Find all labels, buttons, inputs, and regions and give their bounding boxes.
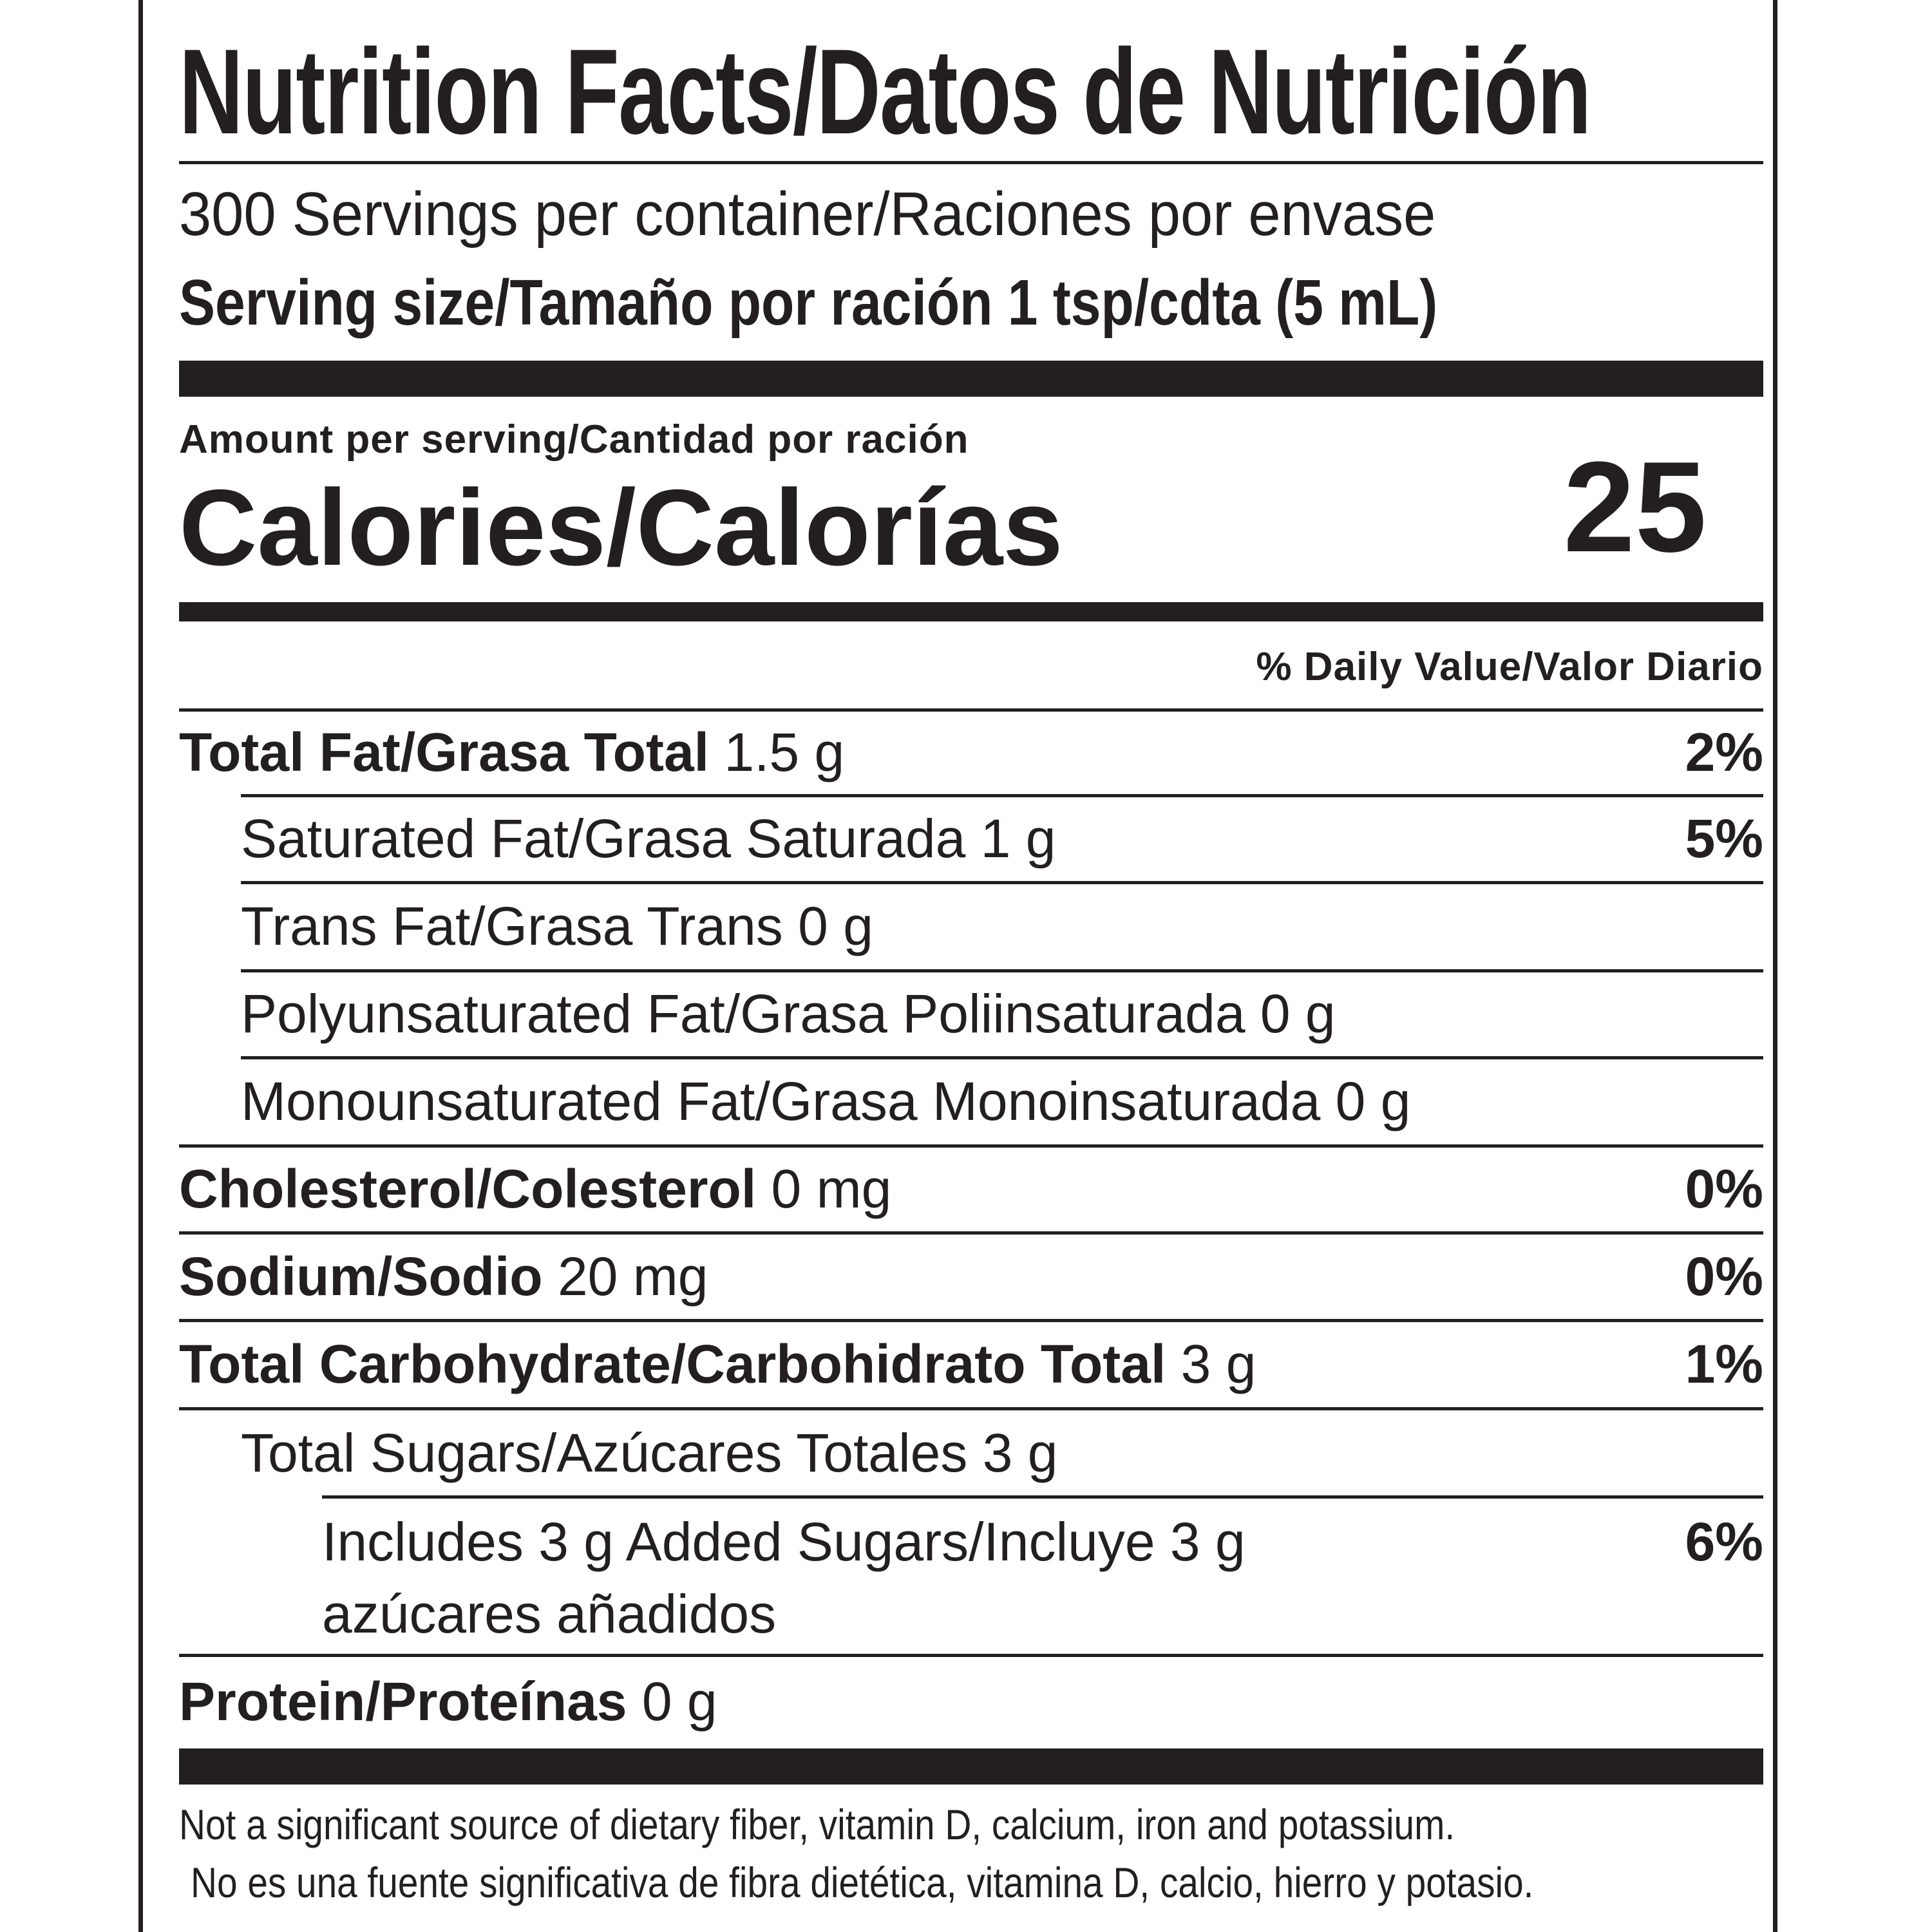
divider bbox=[241, 881, 1763, 884]
nutrient-row-total-sugars bbox=[241, 1423, 1763, 1483]
nutrient-daily-value: 5% bbox=[1685, 808, 1763, 869]
nutrient-row-saturated-fat bbox=[241, 808, 1763, 869]
nutrient-row-total-carbohydrate bbox=[179, 1334, 1763, 1394]
nutrient-row-monounsaturated-fat bbox=[241, 1071, 1763, 1132]
nutrient-row-sodium bbox=[179, 1246, 1763, 1307]
nutrient-amount: 0 mg bbox=[756, 1159, 892, 1219]
nutrient-name: Cholesterol/Colesterol bbox=[179, 1159, 757, 1219]
nutrient-row-cholesterol bbox=[179, 1159, 1763, 1219]
divider bbox=[241, 1056, 1763, 1059]
divider bbox=[241, 794, 1763, 797]
nutrient-amount: 1.5 g bbox=[709, 722, 845, 782]
nutrient-name: Sodium/Sodio bbox=[179, 1246, 543, 1307]
nutrient-name: Saturated Fat/Grasa Saturada 1 g bbox=[241, 808, 1056, 869]
divider bbox=[179, 1407, 1763, 1410]
nutrient-amount: 3 g bbox=[1166, 1334, 1256, 1394]
nutrient-amount: 0 g bbox=[627, 1671, 717, 1732]
daily-value-header: % Daily Value/Valor Diario bbox=[1256, 645, 1763, 689]
medium-bar bbox=[179, 602, 1763, 621]
footnote-english: Not a significant source of dietary fiber, vitamin D, calcium, iron and potassium. bbox=[179, 1801, 1455, 1848]
servings-per-container: 300 Servings per container/Raciones por envase bbox=[179, 180, 1436, 249]
nutrient-name: Trans Fat/Grasa Trans 0 g bbox=[241, 896, 873, 956]
nutrient-row-total-fat bbox=[179, 722, 1763, 782]
title-divider bbox=[179, 161, 1763, 164]
nutrient-row-added-sugars bbox=[322, 1511, 1763, 1572]
divider bbox=[179, 1144, 1763, 1148]
nutrient-row-polyunsaturated-fat bbox=[241, 983, 1763, 1044]
nutrient-daily-value: 0% bbox=[1685, 1159, 1763, 1219]
nutrient-name-line1: Includes 3 g Added Sugars/Incluye 3 g bbox=[322, 1511, 1245, 1572]
nutrient-name: Total Fat/Grasa Total bbox=[179, 722, 710, 782]
divider bbox=[179, 1231, 1763, 1235]
divider bbox=[241, 969, 1763, 972]
nutrient-name: Total Sugars/Azúcares Totales 3 g bbox=[241, 1423, 1058, 1483]
divider bbox=[322, 1495, 1763, 1499]
label-title: Nutrition Facts/Datos de Nutrición bbox=[179, 24, 1591, 159]
nutrient-daily-value: 6% bbox=[1685, 1511, 1763, 1572]
calories-value: 25 bbox=[1563, 435, 1707, 579]
nutrient-name-line2: azúcares añadidos bbox=[322, 1584, 777, 1644]
thick-bar-top bbox=[179, 361, 1763, 397]
nutrient-name: Total Carbohydrate/Carbohidrato Total bbox=[179, 1334, 1166, 1394]
nutrient-name: Protein/Proteínas bbox=[179, 1671, 627, 1732]
nutrient-row-added-sugars-cont bbox=[322, 1584, 1763, 1644]
nutrient-daily-value: 1% bbox=[1685, 1334, 1763, 1394]
divider bbox=[179, 708, 1763, 712]
nutrient-name: Polyunsaturated Fat/Grasa Poliinsaturada 0 g bbox=[241, 983, 1336, 1044]
nutrient-name: Monounsaturated Fat/Grasa Monoinsaturada 0 g bbox=[241, 1071, 1411, 1132]
calories-label: Calories/Calorías bbox=[179, 467, 1063, 588]
divider bbox=[179, 1654, 1763, 1657]
nutrient-daily-value: 2% bbox=[1685, 722, 1763, 782]
nutrient-row-trans-fat bbox=[241, 896, 1763, 956]
nutrient-daily-value: 0% bbox=[1685, 1246, 1763, 1307]
divider bbox=[179, 1319, 1763, 1322]
thick-bar-bottom bbox=[179, 1748, 1763, 1785]
amount-per-serving: Amount per serving/Cantidad por ración bbox=[179, 417, 969, 462]
nutrient-amount: 20 mg bbox=[542, 1246, 708, 1307]
footnote-spanish: No es una fuente significativa de fibra dietética, vitamina D, calcio, hierro y potasio. bbox=[191, 1859, 1534, 1906]
serving-size: Serving size/Tamaño por ración 1 tsp/cdta (5 mL) bbox=[179, 267, 1438, 339]
nutrient-row-protein bbox=[179, 1671, 1763, 1732]
